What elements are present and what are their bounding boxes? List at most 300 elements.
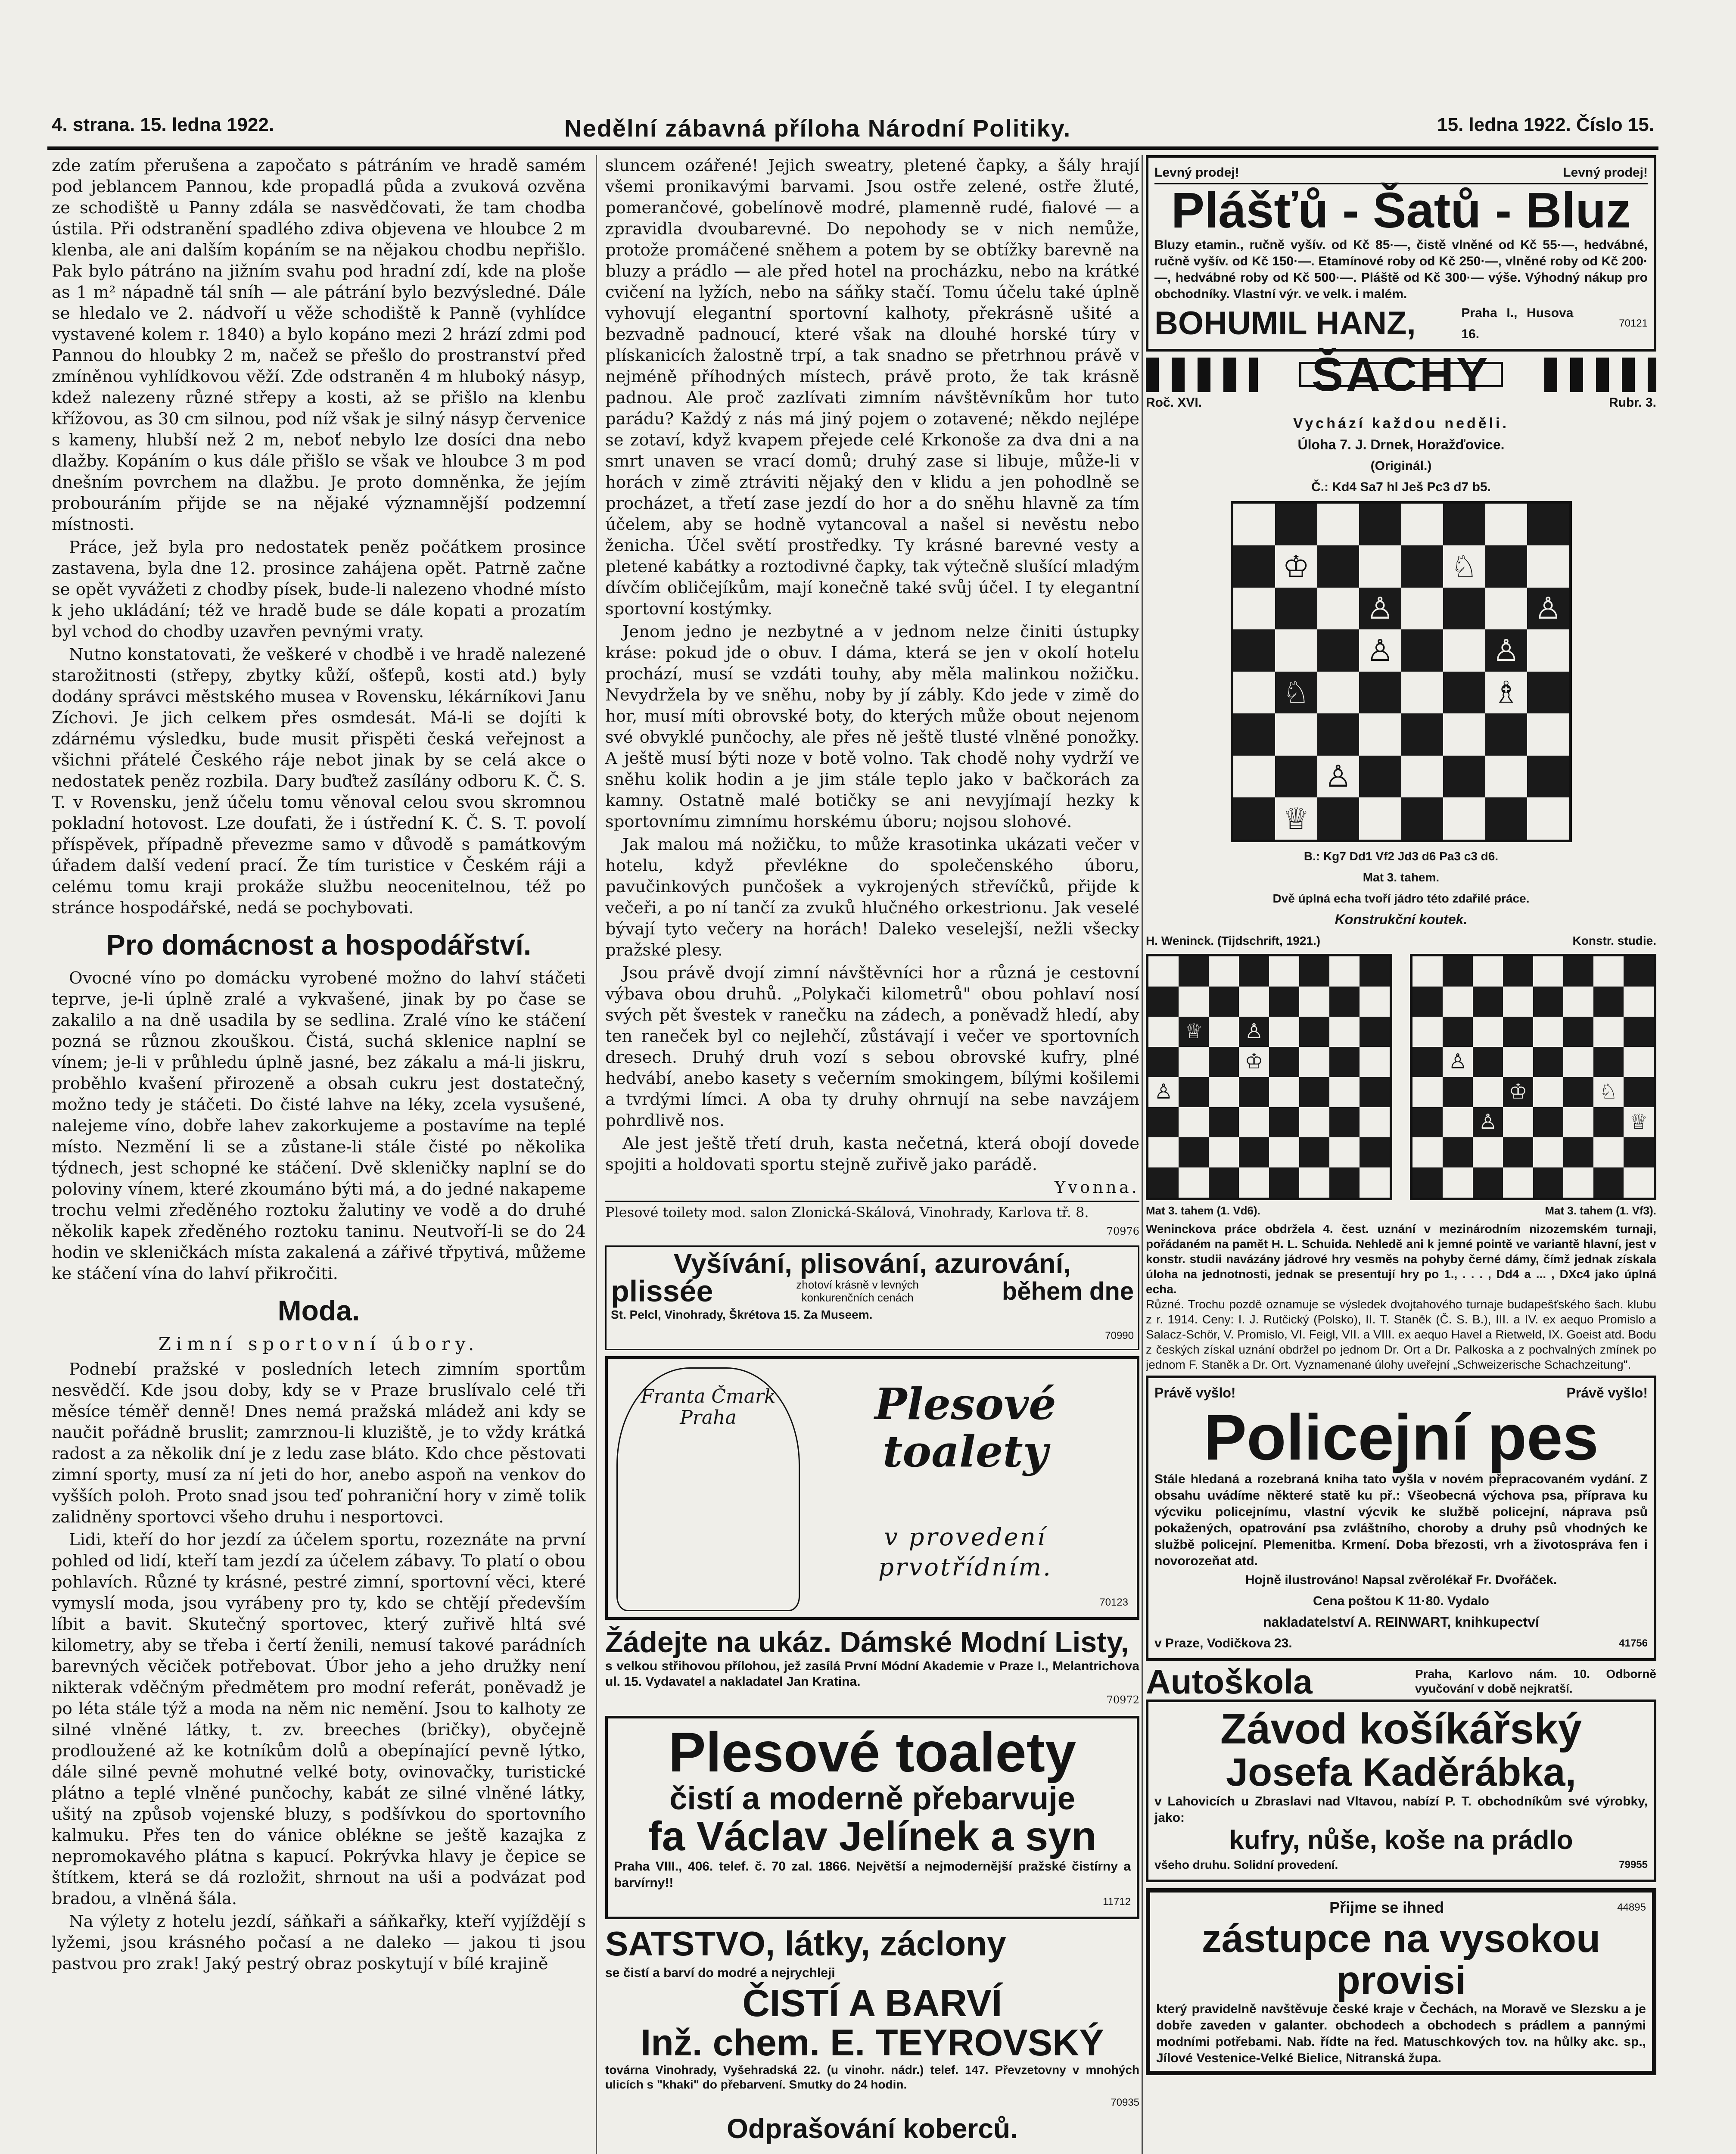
ad-pes-illustrated: Hojně ilustrováno! Napsal zvěrolékař Fr. Dvořáček. xyxy=(1245,1573,1557,1587)
chess-square: ♙ xyxy=(1527,588,1569,630)
chess-square xyxy=(1401,545,1444,588)
column-divider-2 xyxy=(1142,155,1143,2154)
chess-square xyxy=(1233,545,1276,588)
chess-white-position: B.: Kg7 Dd1 Vf2 Jd3 d6 Pa3 c3 d6. xyxy=(1304,849,1499,863)
ad-code: 70121 xyxy=(1619,317,1648,330)
article-paragraph: Podnebí pražské v posledních letech zimním sportům nesvědčí. Kde jsou doby, kdy se v Praze bruslívalo celé tři měsíce téměř denně! Dnes nemá pražská mládež ani kdy se naučit pořádně bruslit; zamrznou-li kluziště, je to vždy krátká radost a za několik dní je z ledu zase bláto. Kdo chce pěstovati zimní sporty, musí za ní jeti do hor, anebo aspoň na venkov do vyšších poloh. Proto snad jsou teď pohraniční hory v zimě tolik zalidněny sportovci všeho druhu i nesportovci. xyxy=(52,1360,586,1527)
chess-problem: Úloha 7. J. Drnek, Horažďovice. xyxy=(1297,436,1505,452)
chess-square xyxy=(1275,629,1317,672)
chess-square xyxy=(1360,1167,1390,1198)
chess-square xyxy=(1269,1107,1299,1137)
article-paragraph: Práce, jež byla pro nedostatek peněz počátkem prosince zastavena, byla dne 12. prosince zahájena opět. Patrně začne se opět vyvážeti z chodby písek, bude-li nalezeno vhodné místo k jeho ukládání; též ve hradě bude se dále kopati a prozatím byl vchod do chodby uzavřen pevnými vraty. xyxy=(52,538,586,641)
chess-square xyxy=(1485,713,1528,756)
chess-square xyxy=(1443,672,1485,714)
chess-square xyxy=(1148,1137,1179,1167)
chess-square xyxy=(1275,504,1317,546)
chess-square xyxy=(1503,1137,1533,1167)
ad-vysivani-time: během dne xyxy=(1002,1277,1134,1305)
chess-square xyxy=(1209,1047,1239,1077)
ad-pes-text: Stále hledaná a rozebraná kniha tato vyšla v novém přepracovaném vydání. Z obsahu uvádíme některé statě ku př.: Všeobecná výchova psa, příprava ku výcviku policejnímu, vlastní výcvik ke službě policejní, náprava psů pokažených, opatrování psa zvláštního, choroby a druhy psů vhodných ke službě policejní. Plemenitba. Krmení. Doba březosti, vrh a životospráva fen i novorozeňat atd. xyxy=(1154,1472,1648,1569)
chess-square xyxy=(1148,1047,1179,1077)
chess-square xyxy=(1485,545,1528,588)
chess-original: (Originál.) xyxy=(1370,458,1432,473)
chess-square xyxy=(1624,1077,1654,1107)
column-3 xyxy=(1146,155,1656,2154)
ad-prov-text: který pravidelně navštěvuje české kraje v Čechách, na Moravě ve Slezsku a je dobře zaveden v galanter. obchodech a obchodech s prádlem a pannými modními potřebami. Nab. řídte na řed. Matuschkových tov. na hůlky akc. sp., Jílové Vestenice-Velké Bielice, Nitranská župa. xyxy=(1156,2002,1646,2066)
chess-square xyxy=(1624,956,1654,987)
chess-square: ♙ xyxy=(1239,1017,1269,1047)
ad-code: 44895 xyxy=(1617,1901,1646,1913)
fashion-illustration xyxy=(616,1367,800,1611)
chess-black-position: Č.: Kd4 Sa7 hl Ješ Pc3 d7 b5. xyxy=(1311,479,1491,494)
chess-square xyxy=(1533,1047,1563,1077)
chess-square xyxy=(1412,1137,1443,1167)
chess-weninck-source: (Tijdschrift, 1921.) xyxy=(1217,934,1321,947)
chess-square: ♙ xyxy=(1359,629,1401,672)
ad-jelinek-title: Plesové toalety xyxy=(668,1721,1076,1784)
chess-square xyxy=(1233,588,1276,630)
chess-banner-left xyxy=(1146,358,1258,392)
chess-square xyxy=(1412,1077,1443,1107)
chess-square: ♕ xyxy=(1624,1107,1654,1137)
article-paragraph: Jsou právě dvojí zimní návštěvníci hor a různá je cestovní výbava obou druhů. „Polykači kilometrů" obou pohlaví nosí svých pět švestek v ranečku na zádech, a poněvadž hledí, aby ten raneček byl co nejlehčí, zůstávají i večer ve sportovních dresech. Druhý druh vozí s sebou obrovské kufry, plné hedvábí, anebo kasety s večerním smokingem, bílými košilemi a tvrdými límci. A oba ty druhy ohrnují na sebe navzájem pohrdlivě nos. xyxy=(605,963,1139,1130)
chess-square xyxy=(1299,987,1329,1017)
chess-square xyxy=(1269,1017,1299,1047)
chess-square xyxy=(1503,956,1533,987)
chess-square: ♕ xyxy=(1179,1017,1209,1047)
chess-square xyxy=(1624,1017,1654,1047)
chess-square xyxy=(1233,713,1276,756)
chess-square xyxy=(1563,1137,1593,1167)
ad-listy-text: s velkou střihovou přílohou, jež zasílá První Módní Akademie v Praze I., Melantrichova ul. 15. Vydavatel a nakladatel Jan Kratina. xyxy=(605,1659,1139,1689)
chess-square xyxy=(1443,1077,1473,1107)
chess-square xyxy=(1443,1107,1473,1137)
chess-square xyxy=(1239,1167,1269,1198)
header-title: Nedělní zábavná příloha Národní Politiky. xyxy=(564,115,1071,142)
chess-square xyxy=(1179,987,1209,1017)
article-paragraph: sluncem ozářené! Jejich sweatry, pletené čapky, a šály hrají všemi pronikavými barvami. Jsou ostře zelené, ostře žluté, pomerančové, gobelínově modré, plamenně rudé, fialové — a zpravidla dvoubarevné. Do nepohody se v nich nemůže, protože promáčené sněhem a potem by se obtížky barevně na bluzy a prádlo — ale před hotel na procházku, nebo na krátké cvičení na lyžích, nebo na sáňky stačí. Tomu účelu také úplně vyhovují elegantní sportovní kalhoty, překrásně ušité a bezvadně padnoucí, které však na dlouhé horské túry v plískanicích žalostně trpí, a tak snadno se přetrhnou právě v nejméně příhodných místech, právě proto, že tak krásně padnou. Ale proč zazlívati zimním návštěvníkům hor tuto parádu? Každý z nás má jiný pojem o zotavené; někdo nejlépe se zotaví, když kvapem přejede celé Krkonoše za dva dni a na smrt unaven se vrací domů; druhý zase si libuje, může-li v horách v zimě ztráviti nějaký den v klidu a jen pohodlně se procházet, a třetí zase jezdí do hor a do sněhu hlavně za tím účelem, aby se hodně vytancoval a našel si nevěstu nebo ženicha. Účel světí prostředky. Ty krásné barevné vesty a pletené kabátky a roztodivné čapky, tak výtečně slušící mladým dívčím obličejíkům, mají konečně také svůj účel. I ty elegantní sportovní kostýmky. xyxy=(605,156,1139,619)
chess-square xyxy=(1533,1017,1563,1047)
chess-square xyxy=(1533,987,1563,1017)
ad-code: 41756 xyxy=(1619,1637,1648,1650)
section-title-fashion: Moda. xyxy=(277,1295,360,1326)
ad-jelinek-sub: čistí a moderně přebarvuje xyxy=(669,1780,1075,1816)
chess-square xyxy=(1624,1167,1654,1198)
chess-square xyxy=(1593,987,1624,1017)
column-1 xyxy=(52,155,586,2154)
chess-square xyxy=(1329,1047,1360,1077)
chess-square xyxy=(1233,504,1276,546)
chess-board-left xyxy=(1146,954,1392,1200)
ad-vysivani-title: Vyšívání, plisování, azurování, xyxy=(673,1248,1071,1279)
chess-square xyxy=(1209,956,1239,987)
chess-square xyxy=(1359,672,1401,714)
article-paragraph: Ale jest ještě třetí druh, kasta nečetná, která obojí dovede spojiti a holdovati sportu stejně zuřivě jako parádě. xyxy=(605,1134,1139,1174)
chess-square: ♔ xyxy=(1239,1047,1269,1077)
chess-square xyxy=(1593,1047,1624,1077)
chess-square xyxy=(1503,987,1533,1017)
chess-square xyxy=(1443,1137,1473,1167)
chess-square xyxy=(1209,1107,1239,1137)
chess-square xyxy=(1209,1137,1239,1167)
chess-square xyxy=(1485,588,1528,630)
chess-square xyxy=(1299,1107,1329,1137)
chess-square xyxy=(1269,1047,1299,1077)
ad-hanz-text: Bluzy etamin., ručně vyšív. od Kč 85·—, čistě vlněné od Kč 55·—, hedvábné, ručně vyšív. od Kč 150·—. Etamínové roby od Kč 250·—, vlněné roby od Kč 200·—, hedvábné roby od Kč 500·—. Pláště od Kč 300·— výše. Výhodný nákup pro obchodníky. Vlastní výr. ve velk. i malém. xyxy=(1154,237,1648,301)
article-paragraph: Na výlety z hotelu jezdí, sáňkaři a sáňkařky, kteří vyjíždějí s lyžemi, jsou krásného počasí a ne daleko — jakou ti jsou pastvou pro zrak! Jaký pestrý obraz poskytují v bílé krajině xyxy=(52,1912,586,1973)
ad-vysivani-plissee: plissée xyxy=(611,1274,713,1308)
chess-square: ♔ xyxy=(1503,1077,1533,1107)
ad-franta-sub-1: v provedení xyxy=(884,1523,1047,1552)
chess-square xyxy=(1239,1137,1269,1167)
chess-square xyxy=(1563,1077,1593,1107)
chess-square xyxy=(1148,1167,1179,1198)
chess-square xyxy=(1593,1017,1624,1047)
chess-square xyxy=(1443,1017,1473,1047)
chess-mate-left: Mat 3. tahem (1. Vd6). xyxy=(1146,1204,1260,1217)
chess-square: ♙ xyxy=(1317,756,1360,798)
chess-square xyxy=(1329,1077,1360,1107)
chess-square xyxy=(1443,713,1485,756)
chess-square xyxy=(1317,629,1360,672)
chess-square xyxy=(1533,1077,1563,1107)
chess-square: ♘ xyxy=(1275,672,1317,714)
chess-square xyxy=(1443,956,1473,987)
chess-board-right xyxy=(1410,954,1656,1200)
ad-code: 70976 xyxy=(1106,1225,1139,1237)
chess-square xyxy=(1412,987,1443,1017)
chess-square xyxy=(1401,629,1444,672)
chess-square xyxy=(1148,987,1179,1017)
chess-square xyxy=(1239,1077,1269,1107)
chess-square xyxy=(1359,504,1401,546)
chess-square xyxy=(1179,1047,1209,1077)
chess-square xyxy=(1209,1017,1239,1047)
chess-square xyxy=(1233,629,1276,672)
chess-square: ♙ xyxy=(1148,1077,1179,1107)
chess-square xyxy=(1317,504,1360,546)
chess-square xyxy=(1209,1077,1239,1107)
chess-square xyxy=(1473,956,1503,987)
chess-square xyxy=(1503,1017,1533,1047)
ad-franta-cmark xyxy=(605,1356,1139,1620)
chess-square xyxy=(1360,1107,1390,1137)
chess-square xyxy=(1527,672,1569,714)
chess-square xyxy=(1209,1167,1239,1198)
ad-code: 70972 xyxy=(1106,1694,1139,1706)
chess-square xyxy=(1233,756,1276,798)
ad-franta-title-1: Plesové xyxy=(874,1379,1056,1430)
article-paragraph: Jak malou má nožičku, to může krasotinka ukázati večer v hotelu, když převlékne do společenského úboru, pavučinkových punčošek a vykrojených střevíčků, přijde k večeři, a po ní tančí za zvuků hlučného orkestrionu. Jak veselé bývají tyto večery na horách! Daleko veselejší, nežli všecky pražské plesy. xyxy=(605,835,1139,960)
chess-square xyxy=(1563,1107,1593,1137)
ad-vysivani-note: zhotoví krásně v levných konkurenčních cenách xyxy=(796,1278,919,1304)
ad-franta-sub xyxy=(810,1522,1120,1583)
chess-volume: Roč. XVI. xyxy=(1146,395,1202,410)
ad-kosikarsky xyxy=(1146,1700,1656,1882)
ad-kos-name: Josefa Kaděrábka, xyxy=(1226,1750,1577,1795)
ad-auto-title: Autoškola xyxy=(1146,1662,1313,1701)
ad-modni-listy xyxy=(605,1626,1139,1711)
chess-square: ♙ xyxy=(1359,588,1401,630)
column-2 xyxy=(605,155,1139,2154)
chess-square xyxy=(1473,1047,1503,1077)
chess-square xyxy=(1329,1137,1360,1167)
chess-square xyxy=(1275,713,1317,756)
chess-square xyxy=(1329,987,1360,1017)
chess-square: ♙ xyxy=(1443,1047,1473,1077)
chess-square xyxy=(1179,1137,1209,1167)
chess-square xyxy=(1179,1107,1209,1137)
section-title-household: Pro domácnost a hospodářství. xyxy=(106,929,532,961)
chess-square xyxy=(1473,987,1503,1017)
chess-square xyxy=(1269,1167,1299,1198)
section-subtitle: Zimní sportovní úbory. xyxy=(158,1333,479,1354)
ad-kos-note: všeho druhu. Solidní provedení. xyxy=(1154,1858,1338,1871)
chess-square xyxy=(1473,1077,1503,1107)
ad-pes-publisher: nakladatelství A. REINWART, knihkupectví xyxy=(1263,1614,1539,1630)
ad-franta-sub-2: prvotřídním. xyxy=(878,1553,1052,1582)
ad-code: 70123 xyxy=(1099,1597,1128,1609)
ad-kos-text: v Lahovicích u Zbraslavi nad Vltavou, nabízí P. T. obchodníkům své výrobky, jako: xyxy=(1154,1794,1648,1825)
chess-square xyxy=(1412,1047,1443,1077)
chess-weninck-name: H. Weninck. xyxy=(1146,934,1214,947)
chess-square xyxy=(1503,1167,1533,1198)
header-right: 15. ledna 1922. Číslo 15. xyxy=(1437,114,1654,135)
chess-square xyxy=(1148,956,1179,987)
chess-square xyxy=(1299,1017,1329,1047)
chess-square xyxy=(1527,797,1569,840)
chess-square xyxy=(1317,545,1360,588)
chess-square xyxy=(1593,956,1624,987)
chess-square xyxy=(1412,1167,1443,1198)
ad-code: 70990 xyxy=(1105,1330,1134,1342)
chess-square xyxy=(1239,987,1269,1017)
chess-square: ♘ xyxy=(1443,545,1485,588)
chess-square xyxy=(1317,672,1360,714)
chess-square: ♗ xyxy=(1485,672,1528,714)
chess-constr-study: Konstr. studie. xyxy=(1572,934,1656,947)
ad-teyrovsky-3: ČISTÍ A BARVÍ xyxy=(742,1982,1002,2025)
ad-jelinek-firm: fa Václav Jelínek a syn xyxy=(648,1813,1097,1860)
ad-prov-title: zástupce na vysokou provisi xyxy=(1201,1916,1601,2002)
chess-square xyxy=(1275,588,1317,630)
ad-toilety-text: Plesové toilety mod. salon Zlonická-Skálová, Vinohrady, Karlova tř. 8. xyxy=(605,1204,1089,1220)
chess-square xyxy=(1563,1047,1593,1077)
chess-square xyxy=(1360,1137,1390,1167)
ad-listy-title: Žádejte na ukáz. Dámské Modní Listy, xyxy=(605,1626,1129,1659)
chess-square xyxy=(1209,987,1239,1017)
ad-hanz-name: BOHUMIL HANZ, xyxy=(1154,305,1416,342)
chess-square xyxy=(1233,797,1276,840)
chess-square xyxy=(1473,1167,1503,1198)
ad-code: 70935 xyxy=(1111,2097,1139,2109)
chess-board-main xyxy=(1231,501,1572,842)
chess-square xyxy=(1593,1137,1624,1167)
chess-square xyxy=(1485,756,1528,798)
ad-vysivani-address: St. Pelcl, Vinohrady, Škrétova 15. Za Museem. xyxy=(611,1308,873,1322)
chess-square xyxy=(1443,504,1485,546)
article-paragraph: Ovocné víno po domácku vyrobené možno do lahví stáčeti teprve, je-li úplně zralé a vykvašené, jinak by po čase se zakalilo a na dně usadila by se sedlina. Zralé víno ke stáčení pozná se různou zkouškou. Čistá, suchá sklenice naplní se vínem; je-li v průhledu úplně jasné, bez zákalu a má-li jiskru, proběhlo kvašení přirozeně a obsah cukru jest dostatečný, možno tedy je stáčeti. Do čisté lahve na léky, zcela vysušené, nalejeme víno, dobře lahev zakorkujeme a postavíme na teplé místo. Nezmění li se a zůstane-li stále čisté po několika týdnech, jest schopné ke stáčení. Dvě skleničky naplní se do poloviny vínem, které zkoumáno býti má, a do jedné nakapeme trochu velmi zředěného roztoku žalutiny ve vodě a do druhé několik kapek zředěného roztoku taninu. Neutvoří-li se do 24 hodin ve skleničkách místa zakalená a zářivé třpytivá, můžeme ke stáčení vína do lahví přikročiti. xyxy=(52,968,586,1283)
ad-pes-price: Cena poštou K 11·80. Vydalo xyxy=(1313,1594,1489,1609)
chess-square xyxy=(1239,1107,1269,1137)
article-signature: Yvonna. xyxy=(1054,1178,1139,1197)
chess-square xyxy=(1593,1167,1624,1198)
chess-square xyxy=(1563,1017,1593,1047)
chess-square xyxy=(1269,1077,1299,1107)
page-header xyxy=(52,114,1654,144)
ad-franta-title xyxy=(810,1380,1120,1475)
chess-square xyxy=(1412,1017,1443,1047)
chess-square xyxy=(1624,1047,1654,1077)
chess-note: Dvě úplná echa tvoří jádro této zdařilé práce. xyxy=(1272,891,1530,905)
chess-square xyxy=(1624,987,1654,1017)
article-paragraph: Jenom jedno je nezbytné a v jednom nelze činiti ústupky kráse: pokud jde o obuv. I dáma, která se jen v okolí hotelu prochází, musí se vzdáti touhy, aby měla malinkou nožičku. Nevydržela by ve sněhu, noby by jí zábly. Kdo jede v zimě do hor, musí míti obrovské boty, do kterých může obout nejenom své obvyklé punčochy, ale přes ně ještě tlusté vlněné ponožky. A ještě musí býti noze v botě volno. Tak chodě nohy vydrží ve sněhu kolik hodin a je jim stále teplo jako v bačkorách za kamny. Ostatně malé botičky se ani nevyjímají hezky k sportovnímu zimnímu horskému úboru; nojsou slohové. xyxy=(605,622,1139,831)
chess-square xyxy=(1275,756,1317,798)
ad-code: 11712 xyxy=(1103,1896,1131,1908)
chess-square xyxy=(1317,713,1360,756)
chess-square xyxy=(1299,1167,1329,1198)
chess-weninck xyxy=(1146,930,1320,951)
article-paragraph: Nutno konstatovati, že veškeré v chodbě i ve hradě nalezené starožitnosti (střepy, zbytky kůží, ošťepů, kosti atd.) byly dodány správci městského musea v Rovensku, lékárníkovi Janu Zíchovi. Je jich celkem přes osmdesát. Má-li se dojíti k zdárnému výsledku, bude musit přispěti česká veřejnost a všichni přátelé Českého ráje nebot jinak by se celá akce o nedostatek peněz rozbila. Dary buďtež zasílány odboru K. Č. S. T. v Rovensku, jenž účelu tomu věnoval celou svou skromnou pokladní hotovost. Lze doufati, že i ústřední K. Č. S. T. povolí příspěvek, případně převezme samo v důvodě s památkovým úřadem další vedení prací. Že tím turistice v Českém ráji a celému tomu kraji prokáže službu neocenitelnou, též po stránce hospodářské, nedá se pochybovati. xyxy=(52,645,586,918)
chess-square xyxy=(1412,1107,1443,1137)
ad-pes-top-right: Právě vyšlo! xyxy=(1566,1385,1648,1401)
chess-square xyxy=(1593,1107,1624,1137)
chess-square xyxy=(1317,588,1360,630)
chess-square xyxy=(1527,504,1569,546)
chess-square xyxy=(1239,956,1269,987)
article-paragraph: zde zatím přerušena a započato s pátráním ve hradě samém pod jeblancem Pannou, kde propadlá půda a zvuková ozvěna ze schodiště u Panny zdála se nasvědčovati, že tam chodba ústila. Při odstranění spadlého zdiva objevena ve hloubce 2 m klenba, ale ani dalším kopáním se na nějakou chodbu nepřišlo. Pak bylo pátráno na jižním svahu pod hradní zdí, kde na ploše as 1 m² nápadně tál sníh — ale pátrání bylo bezvýsledné. Dále se hledalo ve 2. nádvoří u věže schodiště k Panně (vyhlídce vystavené kolem r. 1840) a bylo kopáno mezi 2 hrází zdmi pod Pannou do hloubky 2 m, načež se přešlo do prostranství před zmíněnou vyhlídkovou věží. Zde odstraněn 4 m hluboký násyp, kdež nalezeny různé střepy a kosti, až se přišlo na klenbu křížovou, as 30 cm silnou, pod níž však je silný násyp červenice s kameny, hlubší než 2 m, neboť nebylo lze dosíci dna nebo dlažby. Kopáním o kus dále přišlo se však ve hloubce 3 m pod dnešním povrchem na dlažbu. Je proto domněnka, že jejím probouráním přijde se na nějaké významnější podzemní místnosti. xyxy=(52,156,586,534)
chess-square xyxy=(1485,797,1528,840)
chess-square xyxy=(1269,1137,1299,1167)
ad-franta-title-2: toalety xyxy=(883,1426,1048,1477)
chess-square xyxy=(1401,588,1444,630)
chess-rubric: Rubr. 3. xyxy=(1608,395,1656,410)
chess-various: Různé. Trochu pozdě oznamuje se výsledek dvojtahového turnaje budapešťského šach. klubu z r. 1914. Ceny: I. J. Rutčický (Polsko), II. T. Staněk (Č. S. B.), III. a IV. ex aequo Promislo a Salacz-Schör, V. Promislo, VI. Feigl, VII. a VIII. ex aequo Havel a Rietweld, IX. Goeist atd. Bodu z českých získal uznání obdržel po jednom Dr. Ort a Dr. Palkoska a z pochvalných zmínek po jednom F. Staněk a Dr. Ort. Vyznamenané úlohy uveřejní „Schweizerische Schachzeitung". xyxy=(1146,1297,1656,1371)
ad-teyrovsky-1: SATSTVO, látky, záclony xyxy=(605,1924,1006,1963)
ad-teyrovsky-4: Inž. chem. E. TEYROVSKÝ xyxy=(641,2022,1104,2064)
ad-autoskola xyxy=(1146,1662,1656,1701)
ad-hanz-title: Plášťů - Šatů - Bluz xyxy=(1171,182,1631,238)
chess-square xyxy=(1443,987,1473,1017)
ad-pes-address: v Praze, Vodičkova 23. xyxy=(1154,1636,1292,1651)
header-rule xyxy=(47,146,1658,150)
chess-square xyxy=(1148,1017,1179,1047)
chess-square xyxy=(1269,987,1299,1017)
chess-square xyxy=(1360,1047,1390,1077)
chess-square xyxy=(1360,1017,1390,1047)
ad-teyrovsky-5: továrna Vinohrady, Vyšehradská 22. (u vinohr. nádr.) telef. 147. Převzetovny v mnohých ulicích s "khaki" do přebarvení. Smutky do 24 hodin. xyxy=(605,2063,1139,2092)
ad-pes-title: Policejní pes xyxy=(1204,1401,1599,1473)
chess-square xyxy=(1359,545,1401,588)
chess-banner-right xyxy=(1544,358,1656,392)
ad-prov-top: Přijme se ihned xyxy=(1329,1898,1444,1916)
chess-square xyxy=(1412,956,1443,987)
chess-square xyxy=(1443,629,1485,672)
chess-square xyxy=(1533,1167,1563,1198)
chess-square xyxy=(1443,588,1485,630)
ad-kos-title: Závod košíkářský xyxy=(1220,1705,1582,1753)
ad-jelinek-address: Praha VIII., 406. telef. č. 70 zal. 1866. Největší a nejmodernější pražské čistírny a barvírny!! xyxy=(614,1859,1131,1890)
ad-teyrovsky-2: se čistí a barví do modré a nejrychleji xyxy=(605,1966,835,1980)
chess-square xyxy=(1563,956,1593,987)
chess-square xyxy=(1317,797,1360,840)
chess-square xyxy=(1503,1047,1533,1077)
chess-square: ♙ xyxy=(1473,1107,1503,1137)
chess-square xyxy=(1527,756,1569,798)
chess-square: ♕ xyxy=(1275,797,1317,840)
chess-square xyxy=(1179,1077,1209,1107)
chess-square xyxy=(1329,1167,1360,1198)
header-left: 4. strana. 15. ledna 1922. xyxy=(52,114,274,135)
ad-teyrovsky xyxy=(605,1925,1139,2144)
chess-square xyxy=(1563,1167,1593,1198)
chess-weekly: Vychází každou neděli. xyxy=(1293,415,1509,432)
chess-square xyxy=(1473,1137,1503,1167)
ad-vysivani xyxy=(605,1245,1139,1350)
ad-policejni-pes xyxy=(1146,1376,1656,1661)
chess-construction: Konstrukční koutek. xyxy=(1335,911,1468,927)
chess-square xyxy=(1299,1077,1329,1107)
chess-square xyxy=(1443,1167,1473,1198)
chess-square xyxy=(1179,956,1209,987)
chess-square xyxy=(1533,1107,1563,1137)
ad-pes-top-left: Právě vyšlo! xyxy=(1154,1385,1236,1401)
chess-square xyxy=(1329,1107,1360,1137)
chess-title: ŠACHY xyxy=(1299,362,1503,387)
chess-square xyxy=(1329,956,1360,987)
chess-square xyxy=(1473,1017,1503,1047)
chess-square xyxy=(1360,1077,1390,1107)
chess-square xyxy=(1360,956,1390,987)
ad-hanz xyxy=(1146,155,1656,352)
ad-code: 79955 xyxy=(1619,1858,1648,1871)
chess-square xyxy=(1563,987,1593,1017)
chess-square xyxy=(1299,956,1329,987)
ad-auto-text: Praha, Karlovo nám. 10. Odborně vyučování v době nejkratší. xyxy=(1415,1667,1656,1696)
chess-square xyxy=(1299,1047,1329,1077)
chess-square xyxy=(1269,956,1299,987)
chess-square xyxy=(1329,1017,1360,1047)
chess-square xyxy=(1359,713,1401,756)
article-paragraph: Lidi, kteří do hor jezdí za účelem sportu, rozeznáte na první pohled od lidí, kteří tam jezdí za účelem zábavy. To platí o obou pohlavích. Různé ty krásné, pestré zimní, sportovní věci, které vymyslí moda, jsou vyrábeny pro ty, kdo se chtějí především líbit a bavit. Skutečný sportovec, který zuřivě hltá své kilometry, aby se třeba i čertí ženili, nemusí takové parádních barevných věciček potřebovat. Úbor jeho a jeho družky není nikterak vděčným předmětem pro modní referát, poněvadž je po léta stále týž a moda na něm nic nemění. Jsou to kalhoty ze silné vlněné látky, t. zv. breeches (bričky), obyčejně prodloužené až ke kotníkům dolů a obepínající pevně lýtko, dále silné pevně mohutné velké boty, ovinovačky, turistické plátno a teplé vlněné punčochy, kabát ze silné vlněné látky, ušitý na způsob vojenské bluzy, s podšívkou do sportovního kalmuku. Přes ten do vánice oblékne se ještě kazajka z nepromokavého plátna s kapucí. Pokrývka hlavy je čepice se štítkem, která se dá rozložit, shrnout na uši a podvázat pod bradou, a vlněná šála. xyxy=(52,1530,586,1908)
chess-square xyxy=(1233,672,1276,714)
ad-hanz-top-left: Levný prodej! xyxy=(1154,165,1239,180)
chess-column xyxy=(1146,348,1656,1372)
chess-square xyxy=(1401,797,1444,840)
chess-square xyxy=(1527,629,1569,672)
ad-hanz-top-right: Levný prodej! xyxy=(1563,165,1648,180)
chess-square xyxy=(1401,504,1444,546)
chess-square: ♙ xyxy=(1485,629,1528,672)
ad-kos-products: kufry, nůše, koše na prádlo xyxy=(1229,1825,1573,1855)
ad-provise xyxy=(1146,1888,1656,2075)
ad-hanz-address: Praha I., Husova 16. xyxy=(1461,305,1574,341)
chess-mate: Mat 3. tahem. xyxy=(1363,870,1440,884)
chess-square xyxy=(1443,797,1485,840)
ad-jelinek xyxy=(605,1716,1139,1919)
chess-commentary: Weninckova práce obdržela 4. čest. uznání v mezinárodním nizozemském turnaji, pořádaném na pamět H. L. Schuida. Nehledě ani k jemné pointě ve variantě hlavní, jest v konstr. studii navázány jádrové hry vesměs na pohyby černé dámy, čímž jednak získala úloha na jednotnosti, jednak se presentují hry po 1., . . . , Dd4 a ... , DXc4 jako úplná echa. xyxy=(1146,1222,1656,1296)
chess-square: ♘ xyxy=(1593,1077,1624,1107)
chess-square xyxy=(1624,1137,1654,1167)
chess-square xyxy=(1299,1137,1329,1167)
ad-toilety xyxy=(605,1201,1139,1242)
ad-teyrovsky-6: Odprašování koberců. xyxy=(727,2113,1018,2145)
chess-square xyxy=(1401,756,1444,798)
chess-square xyxy=(1148,1107,1179,1137)
chess-square xyxy=(1359,797,1401,840)
chess-mate-right: Mat 3. tahem (1. Vf3). xyxy=(1545,1204,1656,1217)
chess-square xyxy=(1401,713,1444,756)
